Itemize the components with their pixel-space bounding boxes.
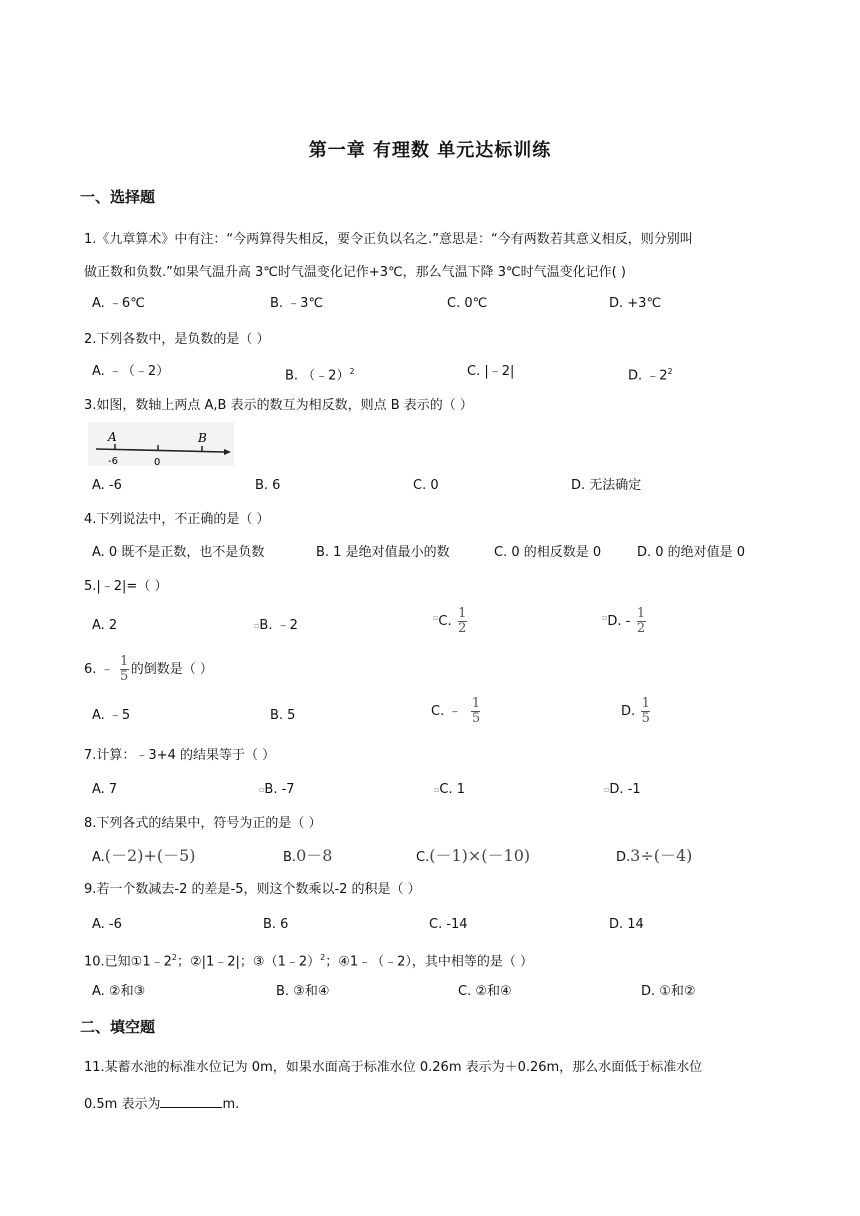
question-10 bbox=[84, 946, 780, 974]
fraction-numerator: 1 bbox=[636, 606, 646, 621]
q8-option-b-expression: 0－8 bbox=[296, 846, 333, 865]
answer-blank[interactable] bbox=[160, 1094, 222, 1108]
q7-option-a[interactable]: A. 7 bbox=[92, 782, 118, 797]
q2-option-a[interactable]: A. ﹣（﹣2） bbox=[92, 364, 170, 379]
q9-option-a[interactable]: A. -6 bbox=[92, 917, 122, 932]
bullet-dot-icon: ▫ bbox=[602, 613, 608, 622]
q6-option-c-fraction bbox=[471, 698, 480, 725]
q5-option-d-fraction bbox=[637, 608, 646, 635]
q7-option-c[interactable] bbox=[434, 780, 465, 800]
section-heading-fill: 二、填空题 bbox=[80, 1018, 156, 1036]
q1-option-d[interactable]: D. +3℃ bbox=[609, 296, 662, 311]
label-minus-6: -6 bbox=[108, 456, 118, 466]
q3-option-b[interactable]: B. 6 bbox=[255, 478, 281, 493]
q6-option-a[interactable]: A. ﹣5 bbox=[92, 708, 131, 723]
label-b: B bbox=[198, 431, 207, 445]
q4-option-d[interactable]: D. 0 的绝对值是 0 bbox=[637, 545, 746, 560]
number-line-figure bbox=[88, 422, 234, 466]
q2-option-d[interactable] bbox=[628, 362, 673, 386]
q10-option-a[interactable]: A. ②和③ bbox=[92, 984, 146, 999]
label-a: A bbox=[108, 430, 117, 444]
fraction-numerator: 1 bbox=[641, 696, 650, 711]
q10-option-c[interactable]: C. ②和④ bbox=[458, 984, 512, 999]
q10-option-d[interactable]: D. ①和② bbox=[641, 984, 696, 999]
question-6 bbox=[84, 656, 780, 683]
question-1-line2: 做正数和负数.”如果气温升高 3℃时气温变化记作+3℃，那么气温下降 3℃时气温变化记作( ) bbox=[84, 265, 626, 280]
fraction-numerator: 1 bbox=[458, 606, 467, 621]
question-10-part2: ；②|1﹣2|；③（1﹣2） bbox=[176, 954, 321, 970]
q6-option-d[interactable] bbox=[621, 698, 652, 725]
q7-option-d[interactable] bbox=[604, 780, 641, 800]
section-heading-choice: 一、选择题 bbox=[80, 188, 156, 206]
q8-option-a[interactable] bbox=[92, 846, 196, 868]
question-1-line1: 1.《九章算术》中有注：“今两算得失相反，要令正负以名之.”意思是：“今有两数若其意义相反，则分别叫 bbox=[84, 232, 693, 247]
bullet-dot-icon: ▫ bbox=[604, 785, 610, 794]
page-title: 第一章 有理数 单元达标训练 bbox=[308, 140, 552, 161]
bullet-dot-icon: ▫ bbox=[259, 785, 265, 794]
q9-option-b[interactable]: B. 6 bbox=[263, 917, 289, 932]
q1-option-b[interactable]: B. ﹣3℃ bbox=[270, 296, 324, 311]
q2-option-b-sup: 2 bbox=[349, 367, 355, 376]
q4-option-a[interactable]: A. 0 既不是正数，也不是负数 bbox=[92, 545, 265, 560]
q5-option-c-text: C. bbox=[438, 614, 452, 629]
fraction-denominator: 2 bbox=[458, 621, 467, 636]
fraction-numerator: 1 bbox=[120, 654, 129, 669]
q5-option-b-text: B. ﹣2 bbox=[259, 618, 298, 633]
fraction-numerator: 1 bbox=[471, 696, 481, 711]
question-10-sup1: 2 bbox=[171, 953, 177, 962]
q1-option-a[interactable]: A. ﹣6℃ bbox=[92, 296, 145, 311]
q8-option-a-expression: (－2)+(－5) bbox=[104, 846, 196, 865]
q3-option-d[interactable]: D. 无法确定 bbox=[571, 478, 642, 493]
q2-option-b-text: B. （﹣2） bbox=[285, 368, 350, 384]
fraction-denominator: 2 bbox=[636, 621, 646, 636]
q2-option-c[interactable]: C. |﹣2| bbox=[467, 364, 515, 379]
q7-option-c-text: C. 1 bbox=[439, 782, 466, 797]
question-3: 3.如图，数轴上两点 A,B 表示的数互为相反数，则点 B 表示的（ ） bbox=[84, 398, 473, 413]
q5-option-c-fraction bbox=[458, 608, 467, 635]
bullet-dot-icon: ▫ bbox=[254, 621, 260, 630]
question-11-line2 bbox=[84, 1093, 780, 1117]
fraction-denominator: 5 bbox=[641, 711, 650, 726]
q8-option-b[interactable] bbox=[283, 846, 332, 868]
question-10-part1: 10.已知①1﹣2 bbox=[84, 954, 172, 970]
q6-option-b[interactable]: B. 5 bbox=[270, 708, 296, 723]
q8-option-d-label: D. bbox=[616, 850, 631, 865]
question-11-line2-prefix: 0.5m 表示为 bbox=[84, 1097, 161, 1112]
q3-option-a[interactable]: A. -6 bbox=[92, 478, 122, 493]
q5-option-d[interactable] bbox=[602, 608, 648, 635]
q8-option-c[interactable] bbox=[416, 846, 530, 868]
question-2: 2.下列各数中，是负数的是（ ） bbox=[84, 332, 270, 347]
q9-option-c[interactable]: C. -14 bbox=[429, 917, 468, 932]
question-11-line1: 11.某蓄水池的标准水位记为 0m，如果水面高于标准水位 0.26m 表示为＋0.26m，那么水面低于标准水位 bbox=[84, 1060, 703, 1075]
question-1 bbox=[84, 228, 780, 285]
question-11-line2-suffix: m. bbox=[222, 1097, 240, 1112]
question-7: 7.计算：﹣3+4 的结果等于（ ） bbox=[84, 748, 276, 763]
q2-option-d-sup: 2 bbox=[667, 367, 673, 376]
q5-option-b[interactable] bbox=[254, 616, 298, 636]
label-zero: 0 bbox=[154, 457, 161, 466]
q5-option-d-text: D. - bbox=[607, 614, 631, 629]
q8-option-a-label: A. bbox=[92, 850, 105, 865]
question-9: 9.若一个数减去-2 的差是-5，则这个数乘以-2 的积是（ ） bbox=[84, 882, 421, 897]
q7-option-b[interactable] bbox=[259, 780, 295, 800]
q7-option-d-text: D. -1 bbox=[609, 782, 641, 797]
fraction-denominator: 5 bbox=[120, 669, 129, 684]
question-5: 5.|﹣2|=（ ） bbox=[84, 579, 168, 594]
question-6-fraction bbox=[120, 656, 129, 683]
q9-option-d[interactable]: D. 14 bbox=[609, 917, 644, 932]
q8-option-b-label: B. bbox=[283, 850, 297, 865]
q3-option-c[interactable]: C. 0 bbox=[413, 478, 439, 493]
q5-option-a[interactable]: A. 2 bbox=[92, 618, 118, 633]
q2-option-d-text: D. ﹣2 bbox=[628, 368, 668, 384]
fraction-denominator: 5 bbox=[471, 711, 481, 726]
q6-option-d-text: D. bbox=[621, 704, 636, 719]
question-8: 8.下列各式的结果中，符号为正的是（ ） bbox=[84, 816, 322, 831]
q8-option-c-expression: (－1)×(－10) bbox=[429, 846, 531, 865]
q6-option-d-fraction bbox=[641, 698, 650, 725]
question-6-suffix: 的倒数是（ ） bbox=[130, 662, 213, 677]
q8-option-d-expression: 3÷(－4) bbox=[630, 846, 693, 865]
q8-option-c-label: C. bbox=[416, 850, 430, 865]
bullet-dot-icon: ▫ bbox=[433, 613, 439, 622]
q1-option-c[interactable]: C. 0℃ bbox=[447, 296, 488, 311]
question-10-part3: ；④1﹣（﹣2），其中相等的是（ ） bbox=[325, 954, 534, 970]
q10-option-b[interactable]: B. ③和④ bbox=[276, 984, 330, 999]
question-6-prefix: 6. ﹣ bbox=[84, 662, 114, 677]
q4-option-b[interactable]: B. 1 是绝对值最小的数 bbox=[316, 545, 450, 560]
q6-option-c[interactable] bbox=[431, 698, 482, 725]
question-11 bbox=[84, 1056, 780, 1117]
q5-option-c[interactable] bbox=[433, 608, 469, 635]
q4-option-c[interactable]: C. 0 的相反数是 0 bbox=[494, 545, 602, 560]
q6-option-c-text: C. ﹣ bbox=[431, 704, 462, 719]
bullet-dot-icon: ▫ bbox=[434, 785, 440, 794]
question-10-sup2: 2 bbox=[320, 953, 326, 962]
q8-option-d[interactable] bbox=[616, 846, 692, 868]
q7-option-b-text: B. -7 bbox=[264, 782, 295, 797]
q2-option-b[interactable] bbox=[285, 362, 355, 386]
question-4: 4.下列说法中，不正确的是（ ） bbox=[84, 512, 270, 527]
